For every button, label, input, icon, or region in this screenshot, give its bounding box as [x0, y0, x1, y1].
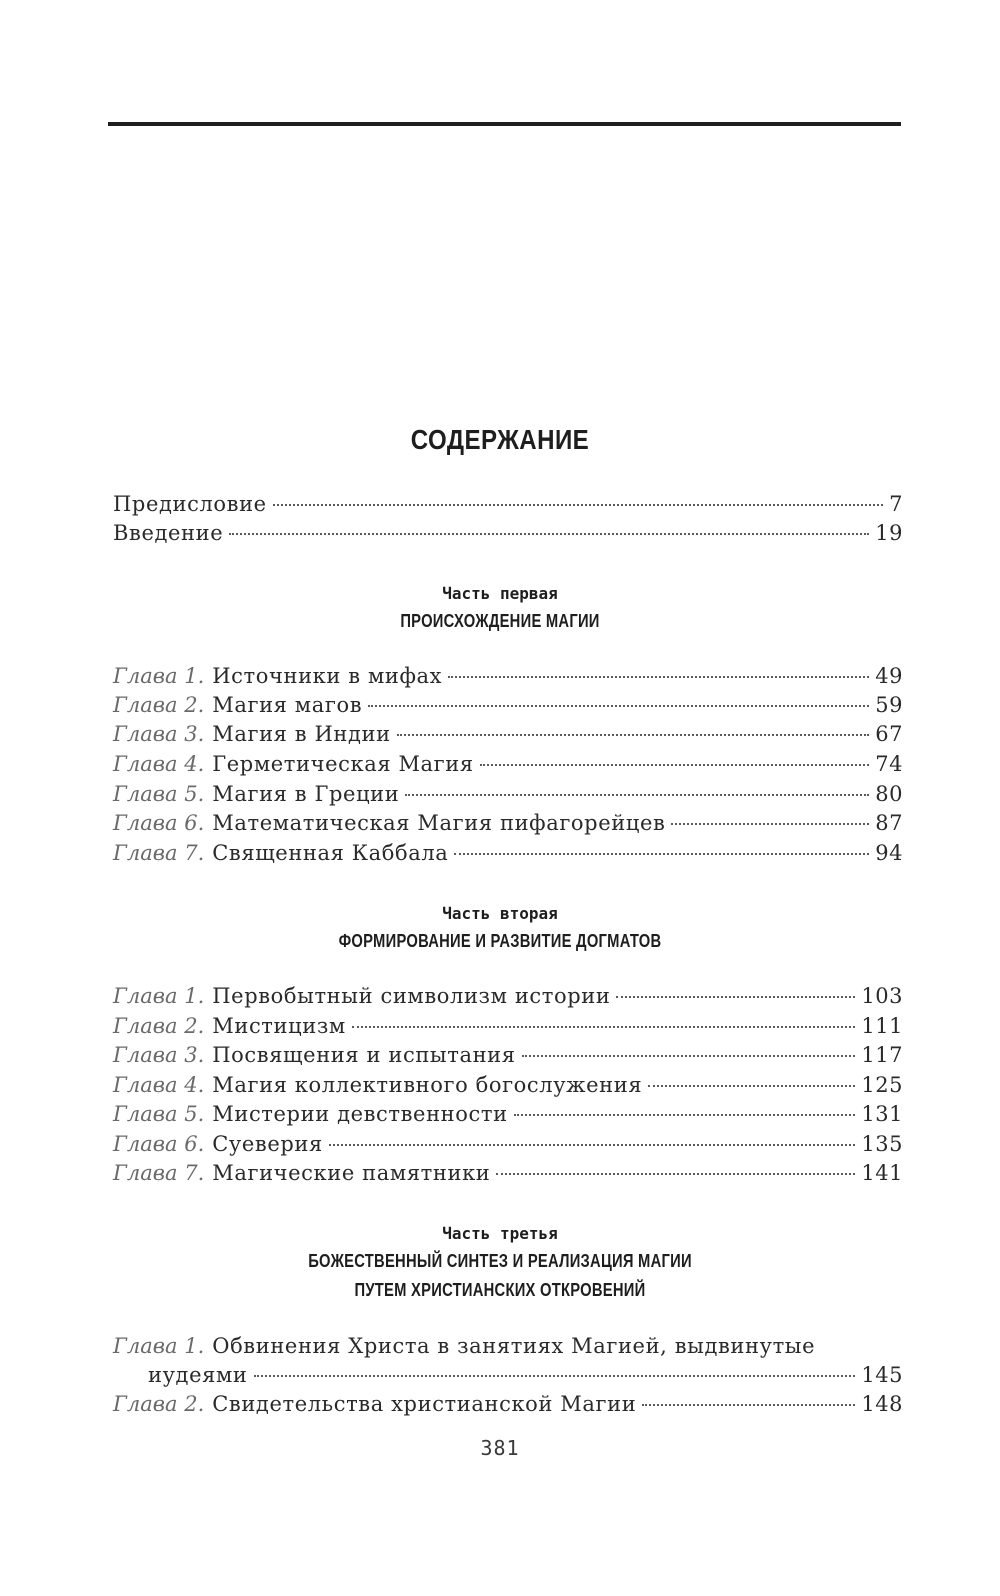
toc-chapter-continuation [148, 1361, 903, 1389]
toc-chapter [113, 1159, 903, 1187]
chapter-number: Глава 1. [113, 1334, 205, 1358]
chapter-number: Глава 5. [113, 1102, 205, 1126]
toc-entry [113, 490, 903, 518]
dot-leader [329, 1144, 856, 1146]
chapter-page: 87 [875, 811, 903, 835]
chapter-page: 94 [875, 841, 903, 865]
chapter-page: 74 [875, 752, 903, 776]
dot-leader [454, 853, 869, 855]
dot-leader [480, 764, 870, 766]
chapter-title: Магия коллективного богослужения [212, 1073, 643, 1097]
chapter-page: 148 [861, 1392, 903, 1416]
part-label: Часть вторая [442, 904, 558, 923]
chapter-page: 67 [875, 722, 903, 746]
chapter-title: Первобытный символизм истории [212, 984, 611, 1008]
chapter-page: 125 [861, 1073, 903, 1097]
chapter-number: Глава 6. [113, 811, 205, 835]
chapter-page: 117 [861, 1043, 903, 1067]
dot-leader [448, 676, 869, 678]
chapter-number: Глава 6. [113, 1132, 205, 1156]
dot-leader [522, 1055, 856, 1057]
toc-entry-title: Предисловие [113, 492, 267, 516]
dot-leader [648, 1085, 855, 1087]
dot-leader [254, 1375, 856, 1377]
chapter-number: Глава 5. [113, 782, 205, 806]
toc-entry-title: Введение [113, 521, 224, 545]
toc-chapter [113, 982, 903, 1010]
dot-leader [514, 1114, 856, 1116]
dot-leader [496, 1173, 855, 1175]
toc-chapter [113, 720, 903, 748]
chapter-title: Магические памятники [212, 1161, 491, 1185]
chapter-title: Мистицизм [212, 1014, 346, 1038]
toc-chapter [113, 1332, 903, 1360]
chapter-number: Глава 3. [113, 722, 205, 746]
toc-chapter [113, 1100, 903, 1128]
toc-chapter [113, 1071, 903, 1099]
chapter-title: Магия в Индии [212, 722, 391, 746]
chapter-page: 103 [861, 984, 903, 1008]
chapter-title: Источники в мифах [212, 664, 443, 688]
toc-chapter [113, 691, 903, 719]
chapter-page: 145 [861, 1363, 903, 1387]
chapter-title: Свидетельства христианской Магии [212, 1392, 637, 1416]
toc-chapter [113, 1041, 903, 1069]
page-title: СОДЕРЖАНИЕ [410, 424, 590, 455]
part-label: Часть третья [442, 1224, 558, 1243]
part-title: БОЖЕСТВЕННЫЙ СИНТЕЗ И РЕАЛИЗАЦИЯ МАГИИ [308, 1251, 692, 1271]
dot-leader [368, 705, 869, 707]
chapter-page: 131 [861, 1102, 903, 1126]
dot-leader [229, 533, 869, 535]
chapter-page: 135 [861, 1132, 903, 1156]
chapter-page: 59 [875, 693, 903, 717]
page-number: 381 [480, 1436, 520, 1460]
chapter-number: Глава 4. [113, 752, 205, 776]
chapter-number: Глава 4. [113, 1073, 205, 1097]
part-label: Часть первая [442, 584, 558, 603]
dot-leader [616, 996, 855, 998]
part-title: ПУТЕМ ХРИСТИАНСКИХ ОТКРОВЕНИЙ [354, 1280, 646, 1300]
part-title: ФОРМИРОВАНИЕ И РАЗВИТИЕ ДОГМАТОВ [338, 931, 662, 951]
chapter-title-continuation: иудеями [148, 1363, 248, 1387]
dot-leader [273, 504, 883, 506]
chapter-title: Математическая Магия пифагорейцев [212, 811, 666, 835]
chapter-number: Глава 3. [113, 1043, 205, 1067]
toc-entry-page: 19 [875, 521, 903, 545]
toc-chapter [113, 1130, 903, 1158]
dot-leader [405, 794, 869, 796]
chapter-number: Глава 2. [113, 1014, 205, 1038]
chapter-number: Глава 1. [113, 984, 205, 1008]
chapter-number: Глава 2. [113, 1392, 205, 1416]
toc-entry-page: 7 [889, 492, 903, 516]
toc-chapter [113, 1012, 903, 1040]
chapter-title: Герметическая Магия [212, 752, 474, 776]
chapter-title: Посвящения и испытания [212, 1043, 516, 1067]
dot-leader [397, 734, 870, 736]
part-title: ПРОИСХОЖДЕНИЕ МАГИИ [400, 611, 600, 631]
top-rule [108, 122, 901, 126]
chapter-number: Глава 7. [113, 1161, 205, 1185]
toc-chapter [113, 750, 903, 778]
chapter-page: 80 [875, 782, 903, 806]
toc-chapter [113, 780, 903, 808]
chapter-title: Суеверия [212, 1132, 323, 1156]
chapter-number: Глава 2. [113, 693, 205, 717]
dot-leader [642, 1404, 855, 1406]
chapter-page: 49 [875, 664, 903, 688]
dot-leader [671, 823, 869, 825]
chapter-number: Глава 7. [113, 841, 205, 865]
chapter-title: Мистерии девственности [212, 1102, 508, 1126]
toc-chapter [113, 839, 903, 867]
chapter-title: Обвинения Христа в занятиях Магией, выдвинутые [212, 1334, 816, 1358]
chapter-page: 111 [861, 1014, 903, 1038]
toc-chapter [113, 1390, 903, 1418]
chapter-title: Магия магов [212, 693, 363, 717]
chapter-page: 141 [861, 1161, 903, 1185]
chapter-title: Магия в Греции [212, 782, 400, 806]
chapter-number: Глава 1. [113, 664, 205, 688]
chapter-title: Священная Каббала [212, 841, 449, 865]
dot-leader [352, 1026, 856, 1028]
toc-chapter [113, 662, 903, 690]
toc-chapter [113, 809, 903, 837]
toc-entry [113, 519, 903, 547]
